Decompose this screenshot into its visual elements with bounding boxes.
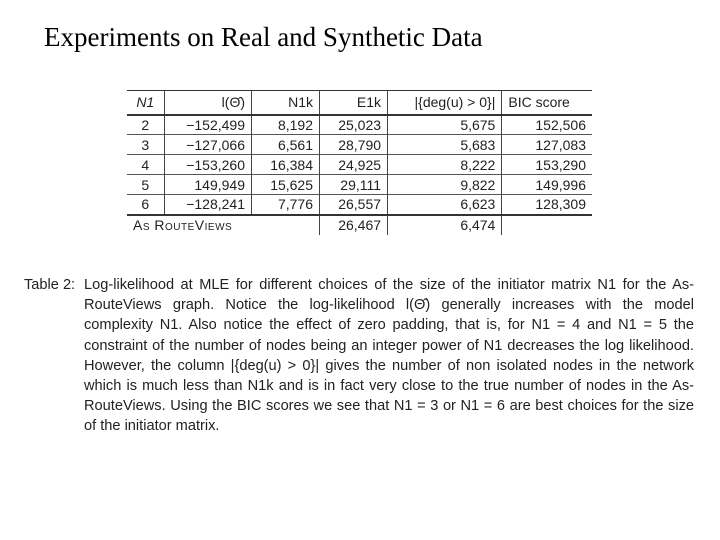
cell-n1: 5 — [141, 176, 150, 193]
cell-n1: 2 — [141, 116, 150, 133]
caption-text: Log-likelihood at MLE for different choices of the size of the initiator matrix N1 for the As-RouteViews graph. Notice the log-likelihood l(Θ̂) generally increases with the model complexity N1. Also notice the effect of zero padding, that is, for N1 = 4 and N1 = 5 the constraint of the number of nodes being an integer power of N1 decreases the log likelihood. However, the column |{deg(u) > 0}| gives the number of non isolated nodes in the network which is much less than N1k and is in fact very close to the true number of nodes in the As-RouteViews. Using the BIC scores we see that N1 = 3 or N1 = 6 are best choices for the size of the initiator matrix. — [84, 277, 694, 435]
header-bic-score: BIC score — [502, 91, 592, 115]
header-edges-ek: E1k — [320, 91, 388, 115]
cell-bic-score: 127,083 — [502, 135, 592, 155]
cell-bic-score: 153,290 — [502, 155, 592, 175]
cell-log-likelihood: −152,499 — [164, 115, 251, 135]
cell-nonisolated-nodes: 6,623 — [388, 195, 502, 215]
cell-bic-score: 152,506 — [502, 115, 592, 135]
cell-nonisolated-nodes: 8,222 — [388, 155, 502, 175]
cell-edges-ek: 25,023 — [320, 115, 388, 135]
table-row — [127, 175, 592, 195]
cell-n1: 4 — [141, 156, 150, 173]
cell-log-likelihood: −128,241 — [164, 195, 251, 215]
header-log-likelihood: l(Θ̂) — [164, 91, 251, 115]
table-row — [127, 115, 592, 135]
footer-edges: 26,467 — [320, 215, 388, 235]
cell-nodes-nk: 16,384 — [252, 155, 320, 175]
cell-nodes-nk: 6,561 — [252, 135, 320, 155]
footer-nodes: 6,474 — [388, 215, 502, 235]
cell-nodes-nk: 15,625 — [252, 175, 320, 195]
header-n1: N1 — [136, 94, 155, 111]
header-nodes-nk: N1k — [252, 91, 320, 115]
cell-log-likelihood: −153,260 — [164, 155, 251, 175]
caption-label: Table 2: — [24, 277, 76, 293]
table-caption — [24, 275, 694, 437]
cell-bic-score: 128,309 — [502, 195, 592, 215]
cell-nodes-nk: 8,192 — [252, 115, 320, 135]
cell-edges-ek: 29,111 — [320, 175, 388, 195]
cell-nonisolated-nodes: 9,822 — [388, 175, 502, 195]
cell-edges-ek: 26,557 — [320, 195, 388, 215]
cell-log-likelihood: 149,949 — [164, 175, 251, 195]
table-row — [127, 135, 592, 155]
results-table-container — [127, 90, 592, 235]
results-table — [127, 90, 592, 235]
header-nonisolated-nodes: |{deg(u) > 0}| — [388, 91, 502, 115]
slide-title: Experiments on Real and Synthetic Data — [44, 22, 483, 52]
cell-bic-score: 149,996 — [502, 175, 592, 195]
cell-edges-ek: 28,790 — [320, 135, 388, 155]
cell-nonisolated-nodes: 5,683 — [388, 135, 502, 155]
footer-dataset-label: As RouteViews — [133, 217, 233, 233]
table-row — [127, 155, 592, 175]
table-row — [127, 195, 592, 215]
cell-nodes-nk: 7,776 — [252, 195, 320, 215]
cell-n1: 3 — [141, 136, 150, 153]
cell-nonisolated-nodes: 5,675 — [388, 115, 502, 135]
table-header-row — [127, 91, 592, 115]
cell-edges-ek: 24,925 — [320, 155, 388, 175]
footer-empty-cell — [502, 215, 592, 235]
table-footer-row — [127, 215, 592, 235]
cell-n1: 6 — [141, 196, 150, 213]
cell-log-likelihood: −127,066 — [164, 135, 251, 155]
